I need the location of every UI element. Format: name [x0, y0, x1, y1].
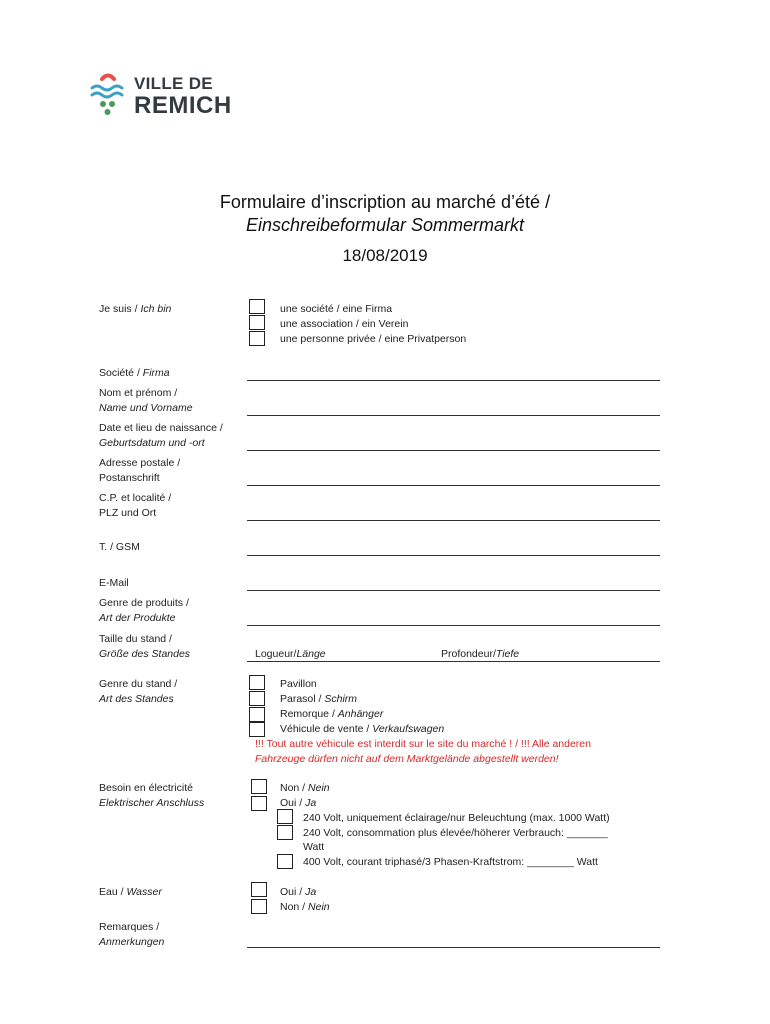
naissance-field[interactable] — [247, 450, 660, 451]
produits-field[interactable] — [247, 625, 660, 626]
eau-label-fr: Eau / — [99, 886, 127, 898]
societe-label — [99, 366, 170, 381]
option-association: une association / ein Verein — [280, 318, 409, 330]
checkbox-remorque[interactable] — [249, 707, 265, 722]
form-title-de: Einschreibeformular Sommermarkt — [245, 215, 525, 235]
eau-label-de: Wasser — [126, 886, 162, 898]
option-eau-oui-de: Ja — [305, 886, 317, 898]
checkbox-parasol[interactable] — [249, 691, 265, 706]
option-eau-oui — [280, 885, 316, 900]
option-240v-watt: Watt — [303, 841, 325, 853]
option-parasol — [280, 692, 357, 707]
cp-field[interactable] — [247, 520, 660, 521]
checkbox-association[interactable] — [249, 315, 265, 330]
email-label: E-Mail — [99, 577, 129, 589]
option-societe: une société / eine Firma — [280, 303, 393, 315]
checkbox-400v[interactable] — [277, 854, 293, 869]
warning-line-2: Fahrzeuge dürfen nicht auf dem Marktgelände abgestellt werden! — [255, 753, 559, 765]
genre-stand-label-de: Art des Standes — [99, 693, 174, 705]
naissance-label-fr: Date et lieu de naissance / — [99, 422, 223, 434]
cp-label-de: PLZ und Ort — [99, 507, 157, 519]
warning-line-1: !!! Tout autre véhicule est interdit sur le site du marché ! / !!! Alle anderen — [255, 738, 591, 750]
logo-mark-icon — [90, 70, 130, 120]
profondeur-label — [441, 647, 519, 662]
checkbox-eau-oui[interactable] — [251, 882, 267, 897]
nom-field[interactable] — [247, 415, 660, 416]
longueur-label-fr: Logueur/ — [255, 648, 297, 660]
option-parasol-fr: Parasol / — [280, 693, 325, 705]
option-electricite-non — [280, 781, 330, 796]
checkbox-eau-non[interactable] — [251, 899, 267, 914]
option-electricite-non-fr: Non / — [280, 782, 309, 794]
taille-field[interactable] — [247, 661, 660, 662]
checkbox-240v-eclairage[interactable] — [277, 809, 293, 824]
option-eau-non-fr: Non / — [280, 901, 309, 913]
option-240v-eclairage: 240 Volt, uniquement éclairage/nur Beleuchtung (max. 1000 Watt) — [303, 812, 610, 824]
checkbox-electricite-oui[interactable] — [251, 796, 267, 811]
longueur-label-de: Länge — [296, 648, 326, 660]
genre-stand-label-fr: Genre du stand / — [99, 678, 178, 690]
option-remorque — [280, 707, 383, 722]
adresse-label-fr: Adresse postale / — [99, 457, 181, 469]
option-eau-non-de: Nein — [308, 901, 330, 913]
electricite-label-fr: Besoin en électricité — [99, 782, 193, 794]
option-eau-non — [280, 900, 330, 915]
je-suis-label — [99, 302, 171, 317]
form-title-fr: Formulaire d’inscription au marché d’été / — [219, 192, 551, 212]
checkbox-pavillon[interactable] — [249, 675, 265, 690]
produits-label-fr: Genre de produits / — [99, 597, 189, 609]
option-remorque-de: Anhänger — [337, 708, 384, 720]
adresse-field[interactable] — [247, 485, 660, 486]
form-date: 18/08/2019 — [342, 246, 428, 265]
option-pavillon-fr: Pavillon — [280, 678, 317, 690]
profondeur-label-fr: Profondeur/ — [441, 648, 496, 660]
naissance-label-de: Geburtsdatum und -ort — [99, 437, 205, 449]
profondeur-label-de: Tiefe — [495, 648, 520, 660]
societe-label-fr: Société / — [99, 367, 143, 379]
remarques-label-fr: Remarques / — [99, 921, 160, 933]
nom-label-de: Name und Vorname — [99, 402, 193, 414]
cp-label-fr: C.P. et localité / — [99, 492, 172, 504]
option-parasol-de: Schirm — [324, 693, 358, 705]
eau-label — [99, 885, 162, 900]
option-electricite-non-de: Nein — [308, 782, 330, 794]
option-vehicule — [280, 722, 444, 737]
option-electricite-oui-de: Ja — [305, 797, 317, 809]
logo-text-remich: REMICH — [134, 92, 232, 119]
option-remorque-fr: Remorque / — [280, 708, 338, 720]
checkbox-personne-privee[interactable] — [249, 331, 265, 346]
option-eau-oui-fr: Oui / — [280, 886, 306, 898]
option-400v: 400 Volt, courant triphasé/3 Phasen-Kraftstrom: ________ Watt — [303, 856, 598, 868]
checkbox-electricite-non[interactable] — [251, 779, 267, 794]
remarques-label-de: Anmerkungen — [99, 936, 165, 948]
societe-field[interactable] — [247, 380, 660, 381]
je-suis-label-de: Ich bin — [140, 303, 172, 315]
longueur-label — [255, 647, 326, 662]
option-240v-consommation: 240 Volt, consommation plus élevée/höherer Verbrauch: _______ — [303, 827, 608, 839]
option-vehicule-de: Verkaufswagen — [372, 723, 445, 735]
tel-field[interactable] — [247, 555, 660, 556]
option-pavillon — [280, 677, 317, 692]
checkbox-vehicule[interactable] — [249, 722, 265, 737]
societe-label-de: Firma — [142, 367, 170, 379]
option-electricite-oui-fr: Oui / — [280, 797, 306, 809]
checkbox-240v-consommation[interactable] — [277, 825, 293, 840]
taille-label-fr: Taille du stand / — [99, 633, 172, 645]
checkbox-societe[interactable] — [249, 299, 265, 314]
option-personne-privee: une personne privée / eine Privatperson — [280, 333, 467, 345]
je-suis-label-fr: Je suis / — [99, 303, 141, 315]
adresse-label-de: Postanschrift — [99, 472, 160, 484]
tel-label: T. / GSM — [99, 541, 140, 553]
remarques-field[interactable] — [247, 947, 660, 948]
logo-text-ville-de: VILLE DE — [134, 74, 213, 93]
taille-label-de: Größe des Standes — [99, 648, 191, 660]
electricite-label-de: Elektrischer Anschluss — [99, 797, 205, 809]
option-vehicule-fr: Véhicule de vente / — [280, 723, 373, 735]
nom-label-fr: Nom et prénom / — [99, 387, 178, 399]
email-field[interactable] — [247, 590, 660, 591]
produits-label-de: Art der Produkte — [99, 612, 176, 624]
